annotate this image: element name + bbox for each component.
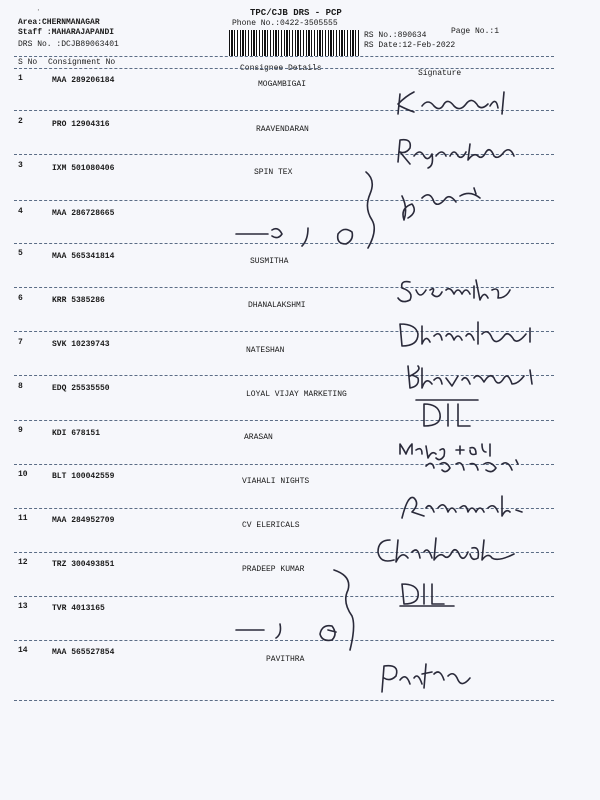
consignment-number: MAA 565341814 — [52, 252, 115, 261]
col-consignee: Consignee Details — [240, 64, 322, 73]
consignment-number: TVR 4013165 — [52, 604, 105, 613]
barcode — [229, 30, 360, 56]
document-title: TPC/CJB DRS - PCP — [250, 8, 342, 18]
consignment-number: MAA 565527854 — [52, 648, 115, 657]
signature-mark-row-13 — [232, 620, 352, 646]
signature-row-6 — [396, 318, 546, 350]
row-number: 13 — [18, 602, 28, 611]
row-number: 3 — [18, 161, 23, 170]
consignee-name: SPIN TEX — [254, 168, 293, 177]
row-number: 7 — [18, 338, 23, 347]
col-signature: Signature — [418, 69, 462, 78]
signature-row-2 — [394, 134, 524, 168]
consignment-number: EDQ 25535550 — [52, 384, 110, 393]
corner-mark: · — [36, 6, 41, 15]
row-number: 6 — [18, 294, 23, 303]
consignment-number: MAA 286728665 — [52, 209, 115, 218]
consignment-number: KRR 5385286 — [52, 296, 105, 305]
signature-row-10 — [398, 490, 538, 524]
staff-label: Staff :MAHARAJAPANDI — [18, 28, 115, 37]
signature-row-3 — [350, 168, 500, 258]
signature-row-11 — [374, 534, 524, 568]
header-divider-bottom — [14, 68, 554, 69]
consignee-name: PAVITHRA — [266, 655, 305, 664]
row-divider — [14, 596, 554, 597]
row-number: 1 — [18, 74, 23, 83]
consignee-name: LOYAL VIJAY MARKETING — [246, 390, 347, 399]
drs-number: DRS No. :DCJB89063401 — [18, 40, 119, 49]
consignee-name: RAAVENDARAN — [256, 125, 309, 134]
signature-row-1 — [392, 88, 522, 118]
consignee-name: ARASAN — [244, 433, 273, 442]
header-divider — [14, 56, 554, 57]
signature-row-7 — [404, 362, 544, 394]
consignment-number: MAA 284952709 — [52, 516, 115, 525]
row-number: 14 — [18, 646, 28, 655]
consignee-name: MOGAMBIGAI — [258, 80, 307, 89]
signature-mark-row-4 — [232, 222, 372, 252]
area-label: Area:CHERNMANAGAR — [18, 18, 100, 27]
consignee-name: DHANALAKSHMI — [248, 301, 306, 310]
consignment-number: TRZ 300493851 — [52, 560, 115, 569]
col-sno: S No — [18, 58, 38, 67]
rs-number: RS No.:890634 — [364, 31, 427, 40]
row-number: 10 — [18, 470, 28, 479]
consignee-name: NATESHAN — [246, 346, 285, 355]
consignment-number: IXM 501080406 — [52, 164, 115, 173]
row-number: 5 — [18, 249, 23, 258]
row-number: 4 — [18, 207, 23, 216]
page-number: Page No.:1 — [451, 27, 500, 36]
consignment-number: BLT 100042559 — [52, 472, 115, 481]
row-number: 8 — [18, 382, 23, 391]
row-number: 2 — [18, 117, 23, 126]
rs-date: RS Date:12-Feb-2022 — [364, 41, 456, 50]
row-number: 12 — [18, 558, 28, 567]
row-number: 9 — [18, 426, 23, 435]
consignment-number: PRO 12904316 — [52, 120, 110, 129]
consignee-name: CV ELERICALS — [242, 521, 300, 530]
consignee-name: PRADEEP KUMAR — [242, 565, 305, 574]
signature-row-9 — [398, 440, 528, 474]
consignment-number: MAA 289206184 — [52, 76, 115, 85]
signature-row-14 — [378, 660, 488, 696]
consignment-number: SVK 10239743 — [52, 340, 110, 349]
consignment-number: KDI 678151 — [52, 429, 101, 438]
signature-row-8 — [414, 396, 484, 430]
signature-dil-row-12 — [398, 576, 458, 608]
consignee-name: VIAHALI NIGHTS — [242, 477, 310, 486]
col-consignment: Consignment No — [48, 58, 116, 67]
phone-number: Phone No.:0422-3505555 — [232, 19, 338, 28]
signature-row-5 — [396, 276, 516, 304]
row-divider — [14, 700, 554, 701]
consignee-name: SUSMITHA — [250, 257, 289, 266]
row-number: 11 — [18, 514, 28, 523]
